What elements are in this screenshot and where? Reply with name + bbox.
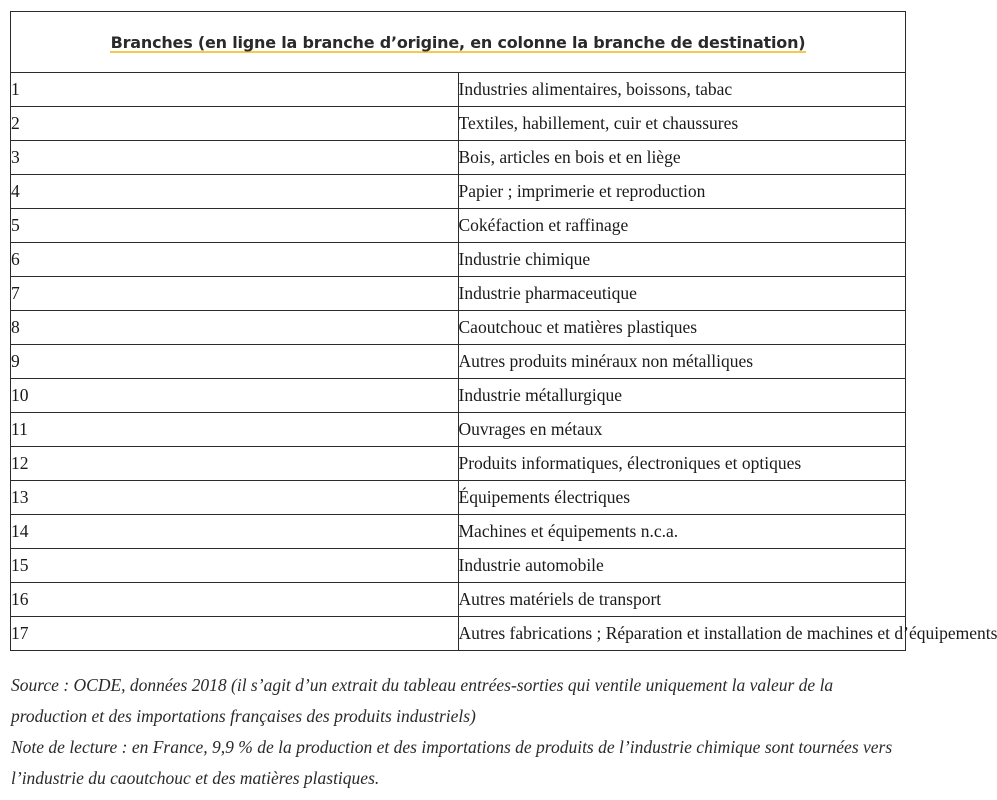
table-row — [11, 243, 906, 277]
table-row — [11, 549, 906, 583]
table-row — [11, 107, 906, 141]
table-row — [11, 311, 906, 345]
row-label: Ouvrages en métaux — [458, 413, 906, 447]
table-row — [11, 379, 906, 413]
row-number: 12 — [11, 447, 459, 481]
row-number: 15 — [11, 549, 459, 583]
row-label: Industrie chimique — [458, 243, 906, 277]
row-number: 17 — [11, 617, 459, 651]
table-row — [11, 277, 906, 311]
table-row — [11, 481, 906, 515]
row-number: 4 — [11, 175, 459, 209]
table-row — [11, 175, 906, 209]
table-header — [11, 12, 906, 73]
row-number: 14 — [11, 515, 459, 549]
row-number: 3 — [11, 141, 459, 175]
row-label: Papier ; imprimerie et reproduction — [458, 175, 906, 209]
row-label: Industries alimentaires, boissons, tabac — [458, 73, 906, 107]
row-number: 8 — [11, 311, 459, 345]
row-label: Industrie pharmaceutique — [458, 277, 906, 311]
row-label: Équipements électriques — [458, 481, 906, 515]
table-header-text: Branches (en ligne la branche d’origine, en colonne la branche de destination) — [110, 32, 806, 52]
row-label: Caoutchouc et matières plastiques — [458, 311, 906, 345]
row-label: Bois, articles en bois et en liège — [458, 141, 906, 175]
row-label: Autres produits minéraux non métalliques — [458, 345, 906, 379]
row-number: 7 — [11, 277, 459, 311]
row-number: 10 — [11, 379, 459, 413]
table-row — [11, 583, 906, 617]
row-number: 1 — [11, 73, 459, 107]
table-body — [11, 73, 997, 651]
table-row — [11, 413, 906, 447]
row-number: 2 — [11, 107, 459, 141]
row-number: 16 — [11, 583, 459, 617]
row-number: 11 — [11, 413, 459, 447]
row-label: Autres fabrications ; Réparation et installation de machines et d’équipements — [458, 617, 906, 651]
table-row — [11, 141, 906, 175]
row-label: Autres matériels de transport — [458, 583, 906, 617]
row-label: Industrie automobile — [458, 549, 906, 583]
row-label: Cokéfaction et raffinage — [458, 209, 906, 243]
table-row — [11, 345, 906, 379]
row-label: Textiles, habillement, cuir et chaussures — [458, 107, 906, 141]
row-label: Produits informatiques, électroniques et optiques — [458, 447, 906, 481]
table-row — [11, 447, 906, 481]
row-label: Machines et équipements n.c.a. — [458, 515, 906, 549]
table-row — [11, 209, 906, 243]
table-row — [11, 515, 906, 549]
row-number: 13 — [11, 481, 459, 515]
reading-note: Note de lecture : en France, 9,9 % de la production et des importations de produits de l’industrie chimique sont tournées vers l’industrie du caoutchouc et des matières plastiques. — [11, 737, 893, 788]
table-header-row — [11, 12, 906, 73]
row-number: 5 — [11, 209, 459, 243]
branches-table — [10, 11, 997, 651]
source-note: Source : OCDE, données 2018 (il s’agit d’un extrait du tableau entrées-sorties qui ventile uniquement la valeur de la production et des importations françaises des produits industriels) — [11, 675, 834, 726]
table-row — [11, 73, 906, 107]
row-number: 9 — [11, 345, 459, 379]
table-notes — [11, 670, 911, 794]
row-number: 6 — [11, 243, 459, 277]
row-label: Industrie métallurgique — [458, 379, 906, 413]
table-row — [11, 617, 906, 651]
